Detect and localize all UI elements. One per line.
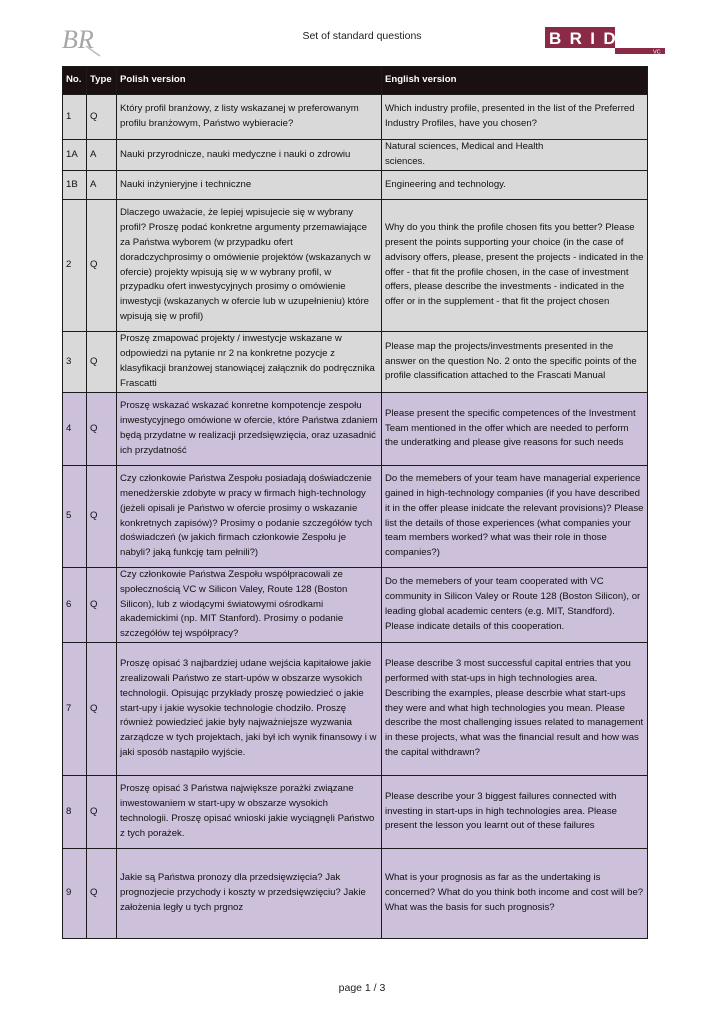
row-polish: Nauki przyrodnicze, nauki medyczne i nauki o zdrowiu bbox=[117, 140, 382, 171]
row-polish: Jakie są Państwa pronozy dla przedsięwzięcia? Jak prognozjecie przychody i koszty w przedsięwzięciu? Jakie założenia legły u tych prgnoz bbox=[117, 849, 382, 939]
row-polish: Który profil branżowy, z listy wskazanej w preferowanym profilu branżowym, Państwo wybieracie? bbox=[117, 95, 382, 140]
row-type: Q bbox=[87, 95, 117, 140]
row-no: 9 bbox=[63, 849, 87, 939]
row-english: Do the memebers of your team have managerial experience gained in high-technology companies (if you have described it in the offer please inidcate the relevant provisions)? Please list the details of those experiences (what companies your team members worked? what was their role in those companies?) bbox=[382, 466, 648, 568]
questions-table bbox=[62, 66, 648, 939]
table-row bbox=[63, 200, 648, 332]
row-polish: Proszę opisać 3 najbardziej udane wejścia kapitałowe jakie zrealizowali Państwo ze start-upów w obszarze wysokich technologii. Opisując przykłady proszę powiedzieć o jakie start-upy i jakie wysokie technologie chodziło. Proszę również powiedzieć jakie były najważniejsze wyzwania zarządcze w tych projektach, jaki był ich wynik finansowy i w jaki sposób nastąpiło wyjście. bbox=[117, 643, 382, 776]
bridge-logo-text: BRIDGE bbox=[549, 29, 659, 48]
table-row bbox=[63, 95, 648, 140]
row-english: Please describe your 3 biggest failures connected with investing in start-ups in high technologies area. Please present the lesson you learnt out of these failures bbox=[382, 776, 648, 849]
row-polish: Czy członkowie Państwa Zespołu współpracowali ze społecznością VC w Silicon Valey, Route 128 (Boston Silicon), lub z wiodącymi światowymi ośrodkami akademickimi (np. MIT Stanford). Prosimy o podanie szczegółów tej współpracy? bbox=[117, 568, 382, 643]
row-no: 8 bbox=[63, 776, 87, 849]
row-no: 4 bbox=[63, 393, 87, 466]
row-english: Natural sciences, Medical and Health sciences. bbox=[382, 140, 648, 171]
row-polish: Czy członkowie Państwa Zespołu posiadają doświadczenie menedżerskie zdobyte w pracy w firmach high-technology (jeżeli opisali je Państwo w ofercie prosimy o wskazanie konkretnych zapisów)? Prosimy o podanie szczegółów tych doświadczeń (w jakich firmach członkowie Zespołu je nabyli? jaką funkcję tam pełnili?) bbox=[117, 466, 382, 568]
table-row bbox=[63, 466, 648, 568]
row-english: Please map the projects/investments presented in the answer on the question No. 2 onto the specific points of the profile classification attached to the Frascati Manual bbox=[382, 332, 648, 393]
row-polish: Proszę opisać 3 Państwa największe porażki związane inwestowaniem w start-upy w obszarze wysokich technologii. Proszę opisać wnioski jakie wyciągnęli Państwo z tych porażek. bbox=[117, 776, 382, 849]
column-header-english: English version bbox=[382, 67, 648, 95]
row-english: Which industry profile, presented in the list of the Preferred Industry Profiles, have you chosen? bbox=[382, 95, 648, 140]
row-polish: Dlaczego uważacie, że lepiej wpisujecie się w wybrany profil? Proszę podać konkretne argumenty przemawiające za Państwa wyborem (w przypadku ofert doradczychprosimy o omówienie projektów (wskazanych w ofercie) projekty wpisują się w w wybrany profil, w przypadku ofert inwestycyjnych prosimy o omówienie inwestycji (wskazanych w ofercie lub w uzupełnieniu) które wpisują się w profil) bbox=[117, 200, 382, 332]
row-type: Q bbox=[87, 776, 117, 849]
row-no: 5 bbox=[63, 466, 87, 568]
row-no: 6 bbox=[63, 568, 87, 643]
page-number: page 1 / 3 bbox=[338, 982, 386, 994]
column-header-type: Type bbox=[87, 67, 117, 95]
row-english: Please describe 3 most successful capital entries that you performed with stat-ups in high technologies area. Describing the examples, please descrbie what start-ups they were and what high technologies you mean. Please describe the most challenging issues related to management in these projects, what was the financial result and how was the capital withdrawn? bbox=[382, 643, 648, 776]
table-row bbox=[63, 171, 648, 200]
row-polish: Nauki inżynieryjne i techniczne bbox=[117, 171, 382, 200]
table-row bbox=[63, 332, 648, 393]
row-no: 1A bbox=[63, 140, 87, 171]
row-no: 1 bbox=[63, 95, 87, 140]
row-type: Q bbox=[87, 393, 117, 466]
row-no: 1B bbox=[63, 171, 87, 200]
row-type: Q bbox=[87, 466, 117, 568]
table-header-row bbox=[63, 67, 648, 95]
row-type: Q bbox=[87, 200, 117, 332]
row-type: Q bbox=[87, 849, 117, 939]
table-row bbox=[63, 776, 648, 849]
br-logo-text: BR bbox=[62, 25, 94, 54]
table-row bbox=[63, 568, 648, 643]
row-type: A bbox=[87, 171, 117, 200]
row-english: What is your prognosis as far as the undertaking is concerned? What do you think both income and cost will be? What was the basis for such prognosis? bbox=[382, 849, 648, 939]
row-type: Q bbox=[87, 568, 117, 643]
bridge-logo-sub: VC bbox=[653, 49, 661, 56]
row-type: A bbox=[87, 140, 117, 171]
row-english: Do the memebers of your team cooperated with VC community in Silicon Valey or Route 128 (Boston Silicon), or leading global academic centers (e.g. MIT, Standford). Please indicate details of this cooperation. bbox=[382, 568, 648, 643]
row-english: Why do you think the profile chosen fits you better? Please present the points supporting your choice (in the case of advisory offers, please, present the projects - indicated in the offer - that fit the profile chosen, in the case of investment offers, please describe the investments - indicated in the offer or in the supplement - that fit the project chosen bbox=[382, 200, 648, 332]
column-header-polish: Polish version bbox=[117, 67, 382, 95]
row-no: 7 bbox=[63, 643, 87, 776]
row-english: Engineering and technology. bbox=[382, 171, 648, 200]
row-no: 3 bbox=[63, 332, 87, 393]
document-title: Set of standard questions bbox=[302, 30, 422, 42]
row-no: 2 bbox=[63, 200, 87, 332]
bridge-vc-logo-icon bbox=[545, 26, 665, 56]
column-header-no: No. bbox=[63, 67, 87, 95]
row-english: Please present the specific competences of the Investment Team mentioned in the offer which are needed to perform the underatking and please give reasons for such needs bbox=[382, 393, 648, 466]
row-type: Q bbox=[87, 332, 117, 393]
table-row bbox=[63, 140, 648, 171]
table-row bbox=[63, 393, 648, 466]
table-row bbox=[63, 643, 648, 776]
row-type: Q bbox=[87, 643, 117, 776]
table-row bbox=[63, 849, 648, 939]
row-polish: Proszę wskazać wskazać konretne kompotencje zespołu inwestycyjnego omówione w ofercie, które Państwa zdaniem będą przydatne w realizacji przedsięwzięcia, oraz uzasadnić ich przydatność bbox=[117, 393, 382, 466]
row-polish: Proszę zmapować projekty / inwestycje wskazane w odpowiedzi na pytanie nr 2 na konkretne pozycje z klasyfikacji branżowej stanowiącej załącznik do podręcznika Frascatti bbox=[117, 332, 382, 393]
